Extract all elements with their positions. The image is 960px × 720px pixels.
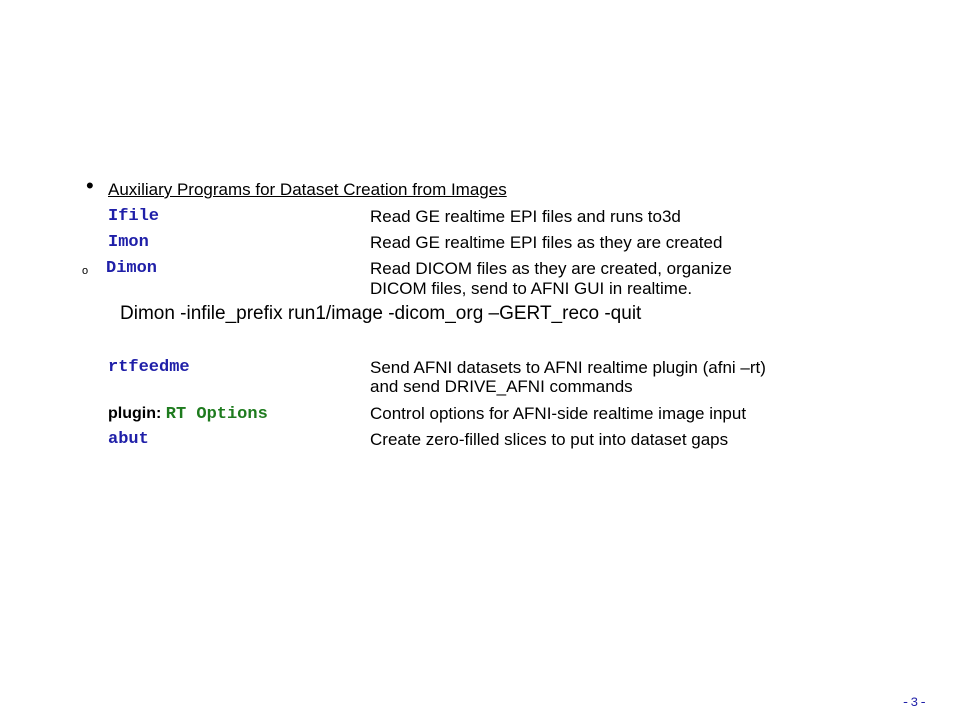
program-name-ifile: Ifile [108, 207, 160, 226]
program-desc-rt-options: Control options for AFNI-side realtime image input [370, 404, 747, 423]
program-desc-abut: Create zero-filled slices to put into dataset gaps [370, 430, 729, 449]
page-number: -3- [901, 695, 928, 710]
plugin-entry [108, 404, 268, 425]
program-desc-imon: Read GE realtime EPI files as they are created [370, 233, 723, 252]
program-name-rt-options: RT Options [165, 405, 268, 424]
program-name-abut: abut [108, 430, 149, 449]
program-name-dimon: Dimon [106, 259, 158, 278]
section-heading: Auxiliary Programs for Dataset Creation from Images [108, 180, 507, 199]
program-desc-ifile: Read GE realtime EPI files and runs to3d [370, 207, 681, 226]
program-desc-rtfeedme-line2: and send DRIVE_AFNI commands [370, 377, 633, 396]
sub-bullet-icon: o [82, 265, 89, 277]
program-desc-dimon-line2: DICOM files, send to AFNI GUI in realtime. [370, 279, 693, 298]
example-command: Dimon -infile_prefix run1/image -dicom_org –GERT_reco -quit [120, 303, 642, 324]
program-name-imon: Imon [108, 233, 149, 252]
program-name-rtfeedme: rtfeedme [108, 358, 190, 377]
plugin-label: plugin: [108, 405, 162, 422]
program-desc-dimon-line1: Read DICOM files as they are created, organize [370, 259, 732, 278]
program-desc-rtfeedme-line1: Send AFNI datasets to AFNI realtime plugin (afni –rt) [370, 358, 766, 377]
bullet-icon: • [86, 173, 94, 198]
